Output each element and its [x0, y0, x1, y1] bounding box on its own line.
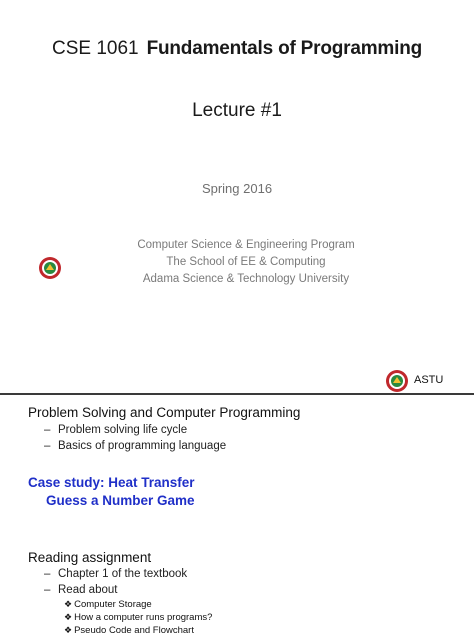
reading-item: – Read about [44, 584, 118, 596]
header-divider [0, 393, 474, 395]
university-seal-icon [385, 369, 409, 393]
case-study-title: Case study: Heat Transfer [28, 475, 195, 490]
course-code: CSE 1061 [51, 38, 139, 59]
course-title [0, 38, 474, 60]
school-name: The School of EE & Computing [166, 256, 326, 268]
university-seal-icon [38, 256, 62, 280]
topic-item: – Problem solving life cycle [44, 424, 188, 436]
read-about-item: ❖ How a computer runs programs? [64, 612, 213, 623]
case-study-subtitle: Guess a Number Game [46, 493, 195, 508]
program-name: Computer Science & Engineering Program [137, 239, 355, 251]
topic-item: – Basics of programming language [44, 440, 227, 452]
course-name: Fundamentals of Programming [146, 38, 423, 59]
term-label: Spring 2016 [201, 181, 273, 196]
logo-label: ASTU [414, 374, 444, 386]
reading-item: – Chapter 1 of the textbook [44, 568, 188, 580]
diamond-bullet-icon: ❖ [64, 599, 73, 609]
read-about-item: ❖ Computer Storage [64, 599, 152, 610]
section-heading: Problem Solving and Computer Programming [28, 405, 301, 420]
read-about-item: ❖ Pseudo Code and Flowchart [64, 625, 194, 636]
reading-heading: Reading assignment [28, 550, 152, 565]
diamond-bullet-icon: ❖ [64, 625, 73, 635]
university-name: Adama Science & Technology University [142, 273, 350, 285]
diamond-bullet-icon: ❖ [64, 612, 73, 622]
lecture-number: Lecture #1 [192, 100, 282, 121]
